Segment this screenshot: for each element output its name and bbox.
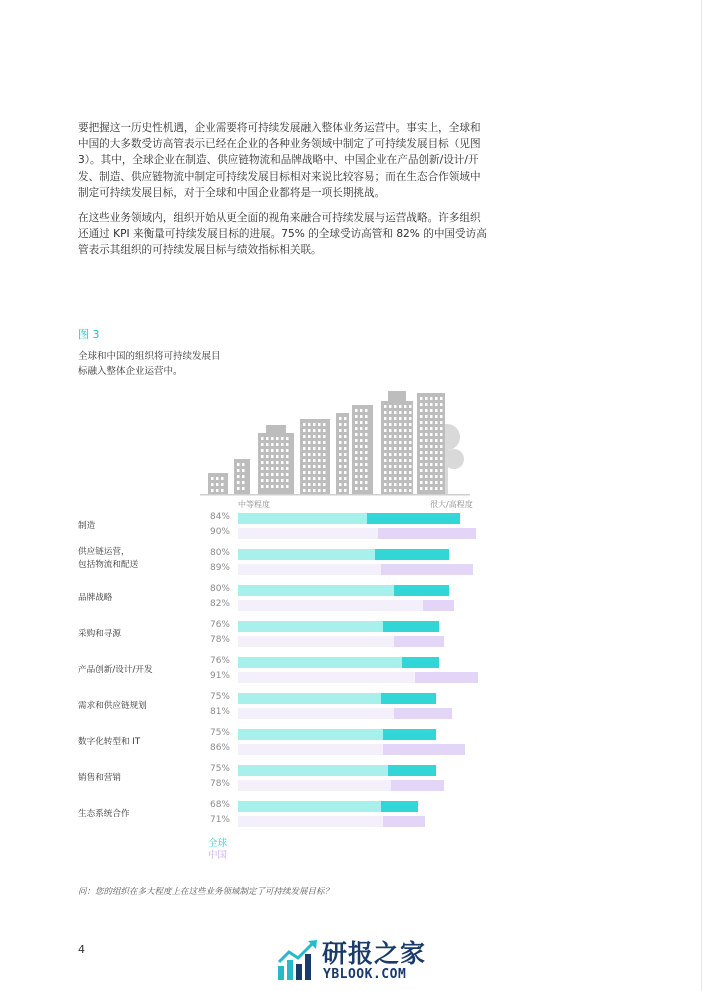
bar-moderate: [238, 765, 388, 776]
category-label: 供应链运营， 包括物流和配送: [78, 547, 139, 570]
bar-high: [394, 585, 449, 596]
value-label: 75%: [209, 764, 230, 774]
figure-label: 图 3: [78, 328, 100, 341]
value-label: 78%: [209, 635, 230, 645]
category-label: 采购和寻源: [78, 629, 121, 639]
bar-moderate: [238, 549, 375, 560]
chart-legend: [208, 838, 227, 862]
page-number: 4: [78, 943, 85, 956]
category-label: 产品创新/设计/开发: [78, 665, 153, 675]
value-label: 78%: [209, 779, 230, 789]
category-label: 制造: [78, 521, 96, 531]
bar-moderate: [238, 744, 383, 755]
bar-high: [402, 657, 439, 668]
value-label: 76%: [209, 620, 230, 630]
value-label: 71%: [209, 815, 230, 825]
bar-high: [375, 549, 449, 560]
value-label: 80%: [209, 548, 230, 558]
value-label: 68%: [209, 800, 230, 810]
bar-moderate: [238, 636, 394, 647]
bar-high: [381, 693, 436, 704]
category-label: 销售和营销: [78, 773, 121, 783]
bar-high: [383, 621, 438, 632]
category-label: 需求和供应链规划: [78, 701, 147, 711]
value-label: 81%: [209, 707, 230, 717]
axis-label-moderate: 中等程度: [238, 500, 270, 509]
bar-high: [367, 513, 459, 524]
bar-high: [378, 528, 476, 539]
bar-high: [423, 600, 455, 611]
bar-high: [391, 780, 444, 791]
category-label: 品牌战略: [78, 593, 113, 603]
survey-question-footnote: 问：您的组织在多大程度上在这些业务领域制定了可持续发展目标？: [78, 887, 334, 897]
value-label: 80%: [209, 584, 230, 594]
value-label: 89%: [209, 563, 230, 573]
body-paragraph-2: 在这些业务领域内，组织开始从更全面的视角来融合可持续发展与运营战略。许多组织还通过 KPI 来衡量可持续发展目标的进展。75% 的全球受访高管和 82% 的中国受访高管表示其组织的可持续发展目标与绩效指标相关联。: [78, 212, 487, 257]
bar-high: [381, 564, 473, 575]
value-label: 76%: [209, 656, 230, 666]
category-label: 数字化转型和 IT: [78, 737, 141, 747]
bar-high: [383, 729, 436, 740]
bar-high: [394, 708, 452, 719]
bar-moderate: [238, 816, 383, 827]
body-paragraph-1: 要把握这一历史性机遇，企业需要将可持续发展融入整体业务运营中。事实上，全球和中国的大多数受访高管表示已经在企业的各种业务领域中制定了可持续发展目标（见图 3）。其中，全球企业在制造、供应链物流和品牌战略中、中国企业在产品创新/设计/开发、制造、供应链物流中制定可持续发展目标相对来说比较容易；而在生态合作领域中制定可持续发展目标，对于全球和中国企业都将是一项长期挑战。: [78, 122, 481, 199]
bar-moderate: [238, 564, 381, 575]
axis-label-high: 很大/高程度: [430, 500, 473, 509]
value-label: 86%: [209, 743, 230, 753]
legend-china: 中国: [208, 850, 228, 861]
value-label: 84%: [209, 512, 230, 522]
legend-global: 全球: [208, 838, 228, 849]
value-label: 75%: [209, 692, 230, 702]
logo-text-main: 研报之家: [322, 939, 427, 968]
bar-high: [415, 672, 478, 683]
bar-high: [388, 765, 436, 776]
value-label: 82%: [209, 599, 230, 609]
bar-moderate: [238, 780, 391, 791]
bar-moderate: [238, 801, 381, 812]
city-skyline-illustration: [200, 385, 470, 497]
bar-high: [394, 636, 444, 647]
value-label: 91%: [209, 671, 230, 681]
bar-moderate: [238, 708, 394, 719]
bar-high: [381, 801, 418, 812]
bar-high: [383, 744, 465, 755]
bar-moderate: [238, 672, 415, 683]
bar-chart-logo-icon: [276, 938, 320, 982]
value-label: 90%: [209, 527, 230, 537]
bar-high: [383, 816, 425, 827]
bar-moderate: [238, 600, 423, 611]
logo-text-sub: YBLOOK.COM: [323, 967, 407, 982]
bar-moderate: [238, 729, 383, 740]
figure-title: 全球和中国的组织将可持续发展目标融入整体企业运营中。: [78, 351, 221, 377]
bar-moderate: [238, 585, 394, 596]
bar-moderate: [238, 513, 367, 524]
site-logo: [276, 938, 436, 984]
category-label: 生态系统合作: [78, 809, 130, 819]
bar-moderate: [238, 693, 381, 704]
bar-moderate: [238, 528, 378, 539]
bar-moderate: [238, 657, 402, 668]
bar-moderate: [238, 621, 383, 632]
value-label: 75%: [209, 728, 230, 738]
